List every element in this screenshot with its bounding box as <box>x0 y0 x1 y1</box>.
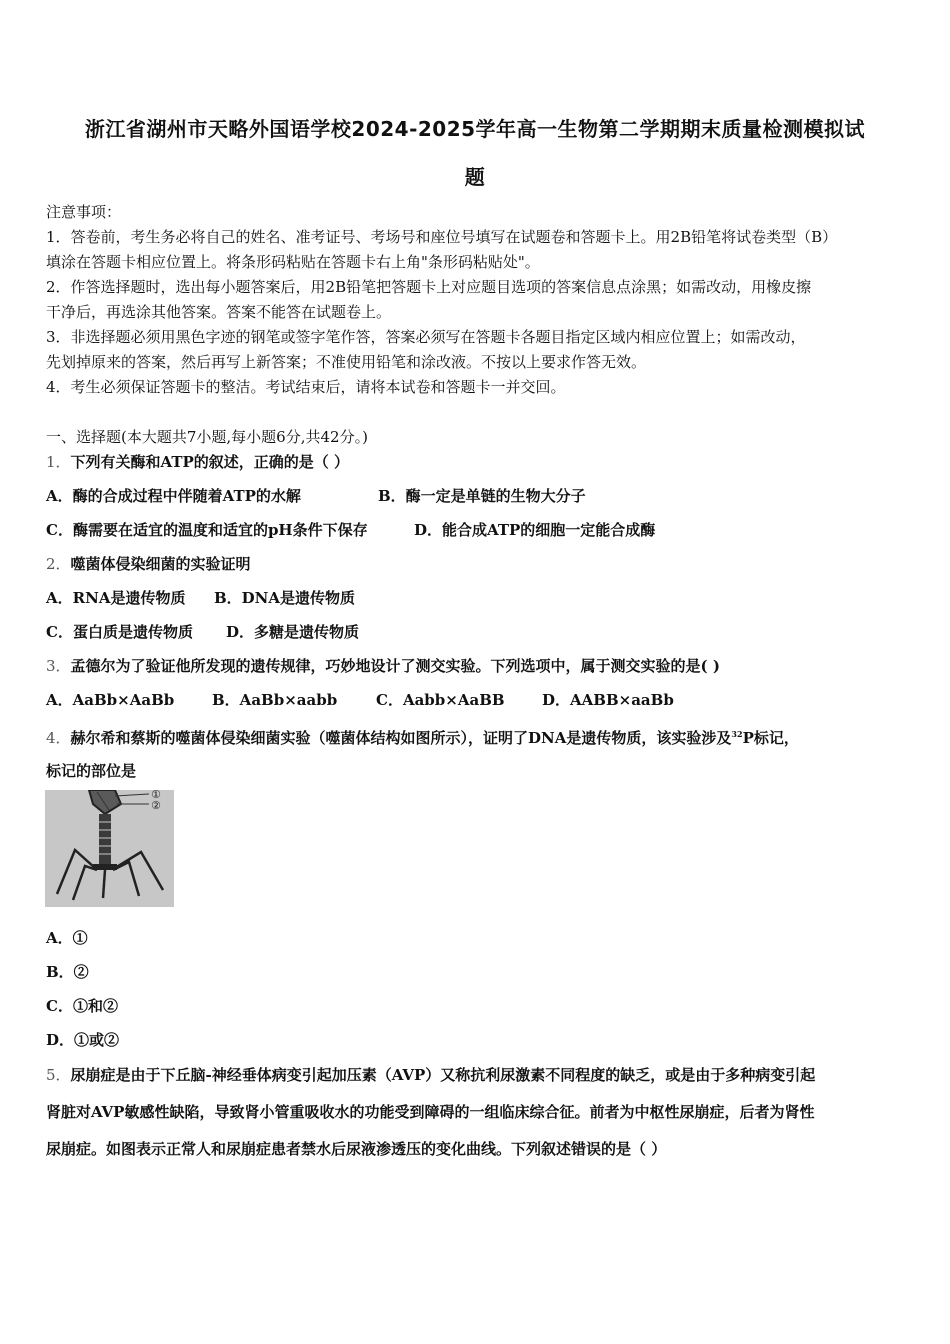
question-text: 孟德尔为了验证他所发现的遗传规律，巧妙地设计了测交实验。下列选项中，属于测交实验的是( ) <box>70 657 720 675</box>
notice-line: 3．非选择题必须用黑色字迹的钢笔或签字笔作答，答案必须写在答题卡各题目指定区域内相应位置上；如需改动， <box>46 328 806 346</box>
q4-option-c: C．①和② <box>46 997 118 1015</box>
notice-line: 1．答卷前，考生务必将自己的姓名、准考证号、考场号和座位号填写在试题卷和答题卡上。用2B铅笔将试卷类型（B） <box>46 228 838 246</box>
notice-line: 干净后，再选涂其他答案。答案不能答在试题卷上。 <box>46 303 392 321</box>
figure-label-1: ① <box>151 790 161 801</box>
q4-option-d: D．①或② <box>46 1031 120 1049</box>
question-text: 尿崩症是由于下丘脑-神经垂体病变引起加压素（AVP）又称抗利尿激素不同程度的缺乏，或是由于多种病变引起 <box>70 1066 816 1084</box>
question-text: P标记， <box>742 729 799 747</box>
question-5-line2: 肾脏对AVP敏感性缺陷，导致肾小管重吸收水的功能受到障碍的一组临床综合征。前者为中枢性尿崩症，后者为肾性 <box>46 1103 815 1121</box>
notice-line: 填涂在答题卡相应位置上。将条形码粘贴在答题卡右上角"条形码粘贴处"。 <box>46 253 540 271</box>
question-text: 赫尔希和蔡斯的噬菌体侵染细菌实验（噬菌体结构如图所示），证明了DNA是遗传物质，该实验涉及 <box>70 729 732 747</box>
notice-line: 先划掉原来的答案，然后再写上新答案；不准使用铅笔和涂改液。不按以上要求作答无效。 <box>46 353 647 371</box>
question-5-line3: 尿崩症。如图表示正常人和尿崩症患者禁水后尿液渗透压的变化曲线。下列叙述错误的是（ ） <box>46 1140 667 1158</box>
notice-line: 4．考生必须保证答题卡的整洁。考试结束后，请将本试卷和答题卡一并交回。 <box>46 378 566 396</box>
superscript: 32 <box>731 729 743 739</box>
question-number: 2． <box>46 555 71 573</box>
bacteriophage-figure <box>45 790 174 907</box>
q2-option-c: C．蛋白质是遗传物质 <box>46 623 193 641</box>
question-number: 5． <box>46 1066 71 1084</box>
question-text: 下列有关酶和ATP的叙述，正确的是（ ） <box>70 453 350 471</box>
figure-label-2: ② <box>151 799 161 812</box>
q2-option-a: A．RNA是遗传物质 <box>46 589 186 607</box>
notice-heading: 注意事项： <box>46 203 122 221</box>
q1-option-d: D．能合成ATP的细胞一定能合成酶 <box>414 521 656 539</box>
q3-option-b: B．AaBb×aabb <box>212 691 338 709</box>
q2-option-d: D．多糖是遗传物质 <box>226 623 360 641</box>
question-number: 1． <box>46 453 71 471</box>
q1-option-b: B．酶一定是单链的生物大分子 <box>378 487 586 505</box>
notice-line: 2．作答选择题时，选出每小题答案后，用2B铅笔把答题卡上对应题目选项的答案信息点涂黑；如需改动，用橡皮擦 <box>46 278 812 296</box>
q2-option-b: B．DNA是遗传物质 <box>214 589 356 607</box>
question-text: 噬菌体侵染细菌的实验证明 <box>70 555 251 573</box>
question-4-stem <box>46 724 799 748</box>
question-3-stem <box>46 656 720 676</box>
exam-title-line1: 浙江省湖州市天略外国语学校2024-2025学年高一生物第二学期期末质量检测模拟试 <box>84 117 866 141</box>
q3-option-a: A．AaBb×AaBb <box>46 691 175 709</box>
q4-option-a: A．① <box>46 929 88 947</box>
question-4-stem-line2: 标记的部位是 <box>46 762 137 780</box>
q3-option-d: D．AABB×aaBb <box>542 691 674 709</box>
q3-option-c: C．Aabb×AaBB <box>376 691 505 709</box>
question-1-stem <box>46 452 349 472</box>
q1-option-c: C．酶需要在适宜的温度和适宜的pH条件下保存 <box>46 521 368 539</box>
q4-option-b: B．② <box>46 963 89 981</box>
bacteriophage-illustration <box>45 790 174 907</box>
exam-title-line2: 题 <box>464 165 486 189</box>
q1-option-a: A．酶的合成过程中伴随着ATP的水解 <box>46 487 301 505</box>
question-5-line1 <box>46 1065 815 1085</box>
question-number: 4． <box>46 729 71 747</box>
question-number: 3． <box>46 657 71 675</box>
question-2-stem <box>46 554 251 574</box>
section-heading: 一、选择题(本大题共7小题,每小题6分,共42分。) <box>46 428 368 446</box>
